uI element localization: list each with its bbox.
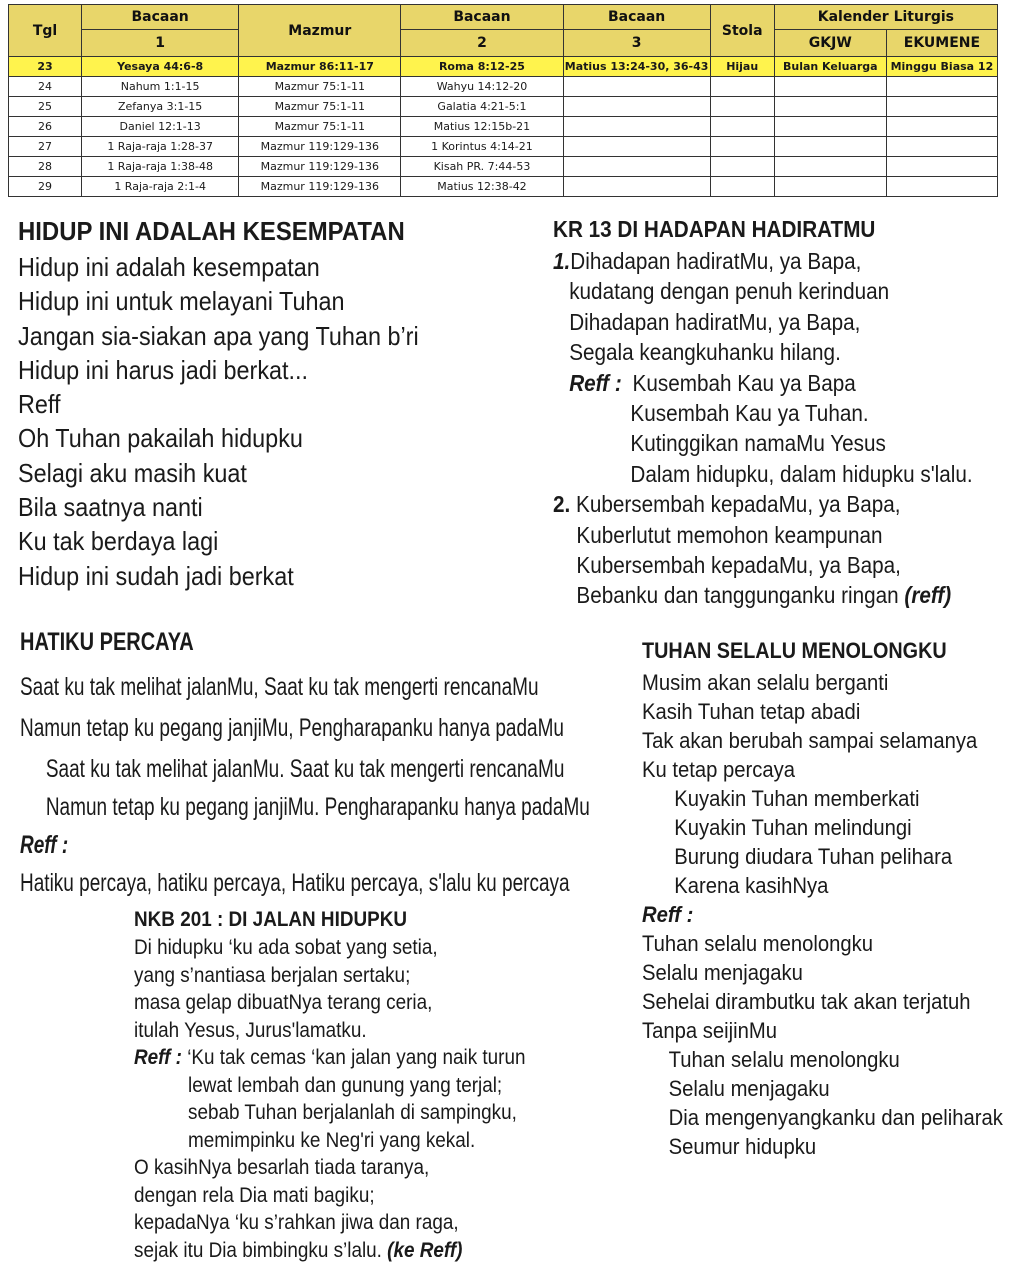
cell-bacaan1: Yesaya 44:6-8 (82, 57, 239, 77)
header-bacaan2-number: 2 (401, 30, 563, 57)
cell-mazmur: Mazmur 75:1-11 (239, 97, 401, 117)
song-tuhan-selalu-menolongku (642, 638, 1010, 1161)
cell-bacaan3: Matius 13:24-30, 36-43 (563, 57, 710, 77)
song-line: Bila saatnya nanti (18, 492, 203, 523)
reff-line (134, 1044, 526, 1072)
header-gkjw: GKJW (774, 30, 886, 57)
verse-text: sejak itu Dia bimbingku s’lalu. (134, 1238, 382, 1262)
cell-gkjw (774, 97, 886, 117)
cell-ekumene (886, 77, 997, 97)
cell-tgl: 23 (9, 57, 82, 77)
cell-bacaan3 (563, 97, 710, 117)
cell-stola: Hijau (710, 57, 774, 77)
verse-line: Karena kasihNya (674, 873, 829, 898)
cell-gkjw (774, 117, 886, 137)
header-ekumene: EKUMENE (886, 30, 997, 57)
reff-label: Reff : (134, 1046, 182, 1069)
table-row (9, 97, 998, 117)
verse-line: Kasih Tuhan tetap abadi (642, 699, 861, 724)
song-line: Selagi aku masih kuat (18, 457, 247, 488)
reff-line: memimpinku ke Neg'ri yang kekal. (188, 1128, 476, 1152)
reff-label: Reff : (569, 369, 622, 396)
reff-line (553, 368, 973, 398)
cell-bacaan3 (563, 117, 710, 137)
header-bacaan1-number: 1 (82, 30, 239, 57)
song-hidup-ini-adalah-kesempatan (18, 216, 463, 593)
verse-line: Kubersembah kepadaMu, ya Bapa, (576, 551, 901, 578)
reff-label: Reff : (20, 831, 69, 859)
verse-text: Dihadapan hadiratMu, ya Bapa, (570, 248, 862, 274)
cell-tgl: 27 (9, 137, 82, 157)
cell-bacaan2: Wahyu 14:12-20 (401, 77, 563, 97)
verse-line: Segala keangkuhanku hilang. (569, 339, 841, 366)
cell-ekumene (886, 117, 997, 137)
song-line: Namun tetap ku pegang janjiMu. Pengharapanku hanya padaMu (45, 793, 590, 821)
cell-ekumene (886, 157, 997, 177)
cell-bacaan2: Matius 12:15b-21 (401, 117, 563, 137)
cell-bacaan1: Nahum 1:1-15 (82, 77, 239, 97)
cell-stola (710, 77, 774, 97)
header-stola: Stola (710, 5, 774, 57)
cell-bacaan3 (563, 177, 710, 197)
reff-line: Tuhan selalu menolongku (642, 931, 874, 956)
cell-bacaan2: Galatia 4:21-5:1 (401, 97, 563, 117)
cell-stola (710, 117, 774, 137)
verse-line: Burung diudara Tuhan pelihara (674, 844, 953, 869)
header-bacaan3: Bacaan (563, 5, 710, 30)
verse-line: Musim akan selalu berganti (642, 670, 889, 695)
header-mazmur: Mazmur (239, 5, 401, 57)
verse-line: Kuyakin Tuhan melindungi (674, 815, 912, 840)
cell-tgl: 29 (9, 177, 82, 197)
cell-mazmur: Mazmur 75:1-11 (239, 117, 401, 137)
verse-line: dengan rela Dia mati bagiku; (134, 1183, 375, 1207)
song-title: KR 13 DI HADAPAN HADIRATMU (553, 216, 876, 242)
cell-tgl: 25 (9, 97, 82, 117)
song-line: Namun tetap ku pegang janjiMu, Pengharapanku hanya padaMu (20, 714, 565, 742)
cell-gkjw (774, 137, 886, 157)
verse-line (553, 246, 973, 276)
verse-text: Kubersembah kepadaMu, ya Bapa, (576, 491, 901, 518)
reff-line: Dalam hidupku, dalam hidupku s'lalu. (630, 460, 973, 487)
reff-label: Reff : (642, 902, 694, 927)
cell-mazmur: Mazmur 75:1-11 (239, 77, 401, 97)
verse-text: Bebanku dan tanggunganku ringan (576, 582, 899, 609)
verse-line: Dihadapan hadiratMu, ya Bapa, (569, 308, 861, 335)
verse-line (553, 489, 973, 519)
cell-ekumene (886, 97, 997, 117)
song-line: Hidup ini harus jadi berkat... (18, 354, 309, 385)
verse-number: 1. (553, 248, 571, 274)
song-line: Hidup ini adalah kesempatan (18, 252, 320, 282)
reff-line: Selalu menjagaku (642, 960, 803, 985)
table-body (9, 57, 998, 197)
verse-line: Kuberlutut memohon keampunan (576, 521, 883, 548)
reff-text: ‘Ku tak cemas ‘kan jalan yang naik turun (187, 1046, 526, 1069)
cell-tgl: 24 (9, 77, 82, 97)
verse-line: kepadaNya ‘ku s’rahkan jiwa dan raga, (134, 1211, 459, 1234)
cell-stola (710, 157, 774, 177)
verse-number: 2. (553, 491, 571, 518)
reff-line: Sehelai dirambutku tak akan terjatuh (642, 989, 971, 1014)
verse-line: itulah Yesus, Jurus'lamatku. (134, 1018, 367, 1042)
cell-bacaan2: Matius 12:38-42 (401, 177, 563, 197)
song-line: Saat ku tak melihat jalanMu. Saat ku tak mengerti rencanaMu (45, 755, 565, 783)
reff-cue: (ke Reff) (387, 1238, 463, 1262)
song-title: TUHAN SELALU MENOLONGKU (642, 638, 947, 663)
song-line: Jangan sia-siakan apa yang Tuhan b’ri (18, 320, 419, 351)
cell-mazmur: Mazmur 86:11-17 (239, 57, 401, 77)
cell-bacaan1: 1 Raja-raja 1:38-48 (82, 157, 239, 177)
cell-stola (710, 97, 774, 117)
verse-line (553, 580, 973, 610)
reff-line: Kutinggikan namaMu Yesus (630, 430, 886, 457)
cell-bacaan2: 1 Korintus 4:14-21 (401, 137, 563, 157)
reff-line: Tuhan selalu menolongku (668, 1047, 900, 1072)
verse-line: Tak akan berubah sampai selamanya (642, 728, 978, 753)
cell-bacaan1: Daniel 12:1-13 (82, 117, 239, 137)
header-tgl: Tgl (9, 5, 82, 57)
cell-bacaan3 (563, 77, 710, 97)
cell-bacaan1: Zefanya 3:1-15 (82, 97, 239, 117)
reff-line: Seumur hidupku (668, 1134, 817, 1159)
liturgical-reading-table (8, 4, 998, 197)
song-reff-label: Reff (18, 389, 61, 420)
cell-mazmur: Mazmur 119:129-136 (239, 177, 401, 197)
table-row (9, 57, 998, 77)
cell-tgl: 28 (9, 157, 82, 177)
cell-ekumene: Minggu Biasa 12 (886, 57, 997, 77)
reff-line: Selalu menjagaku (668, 1076, 830, 1101)
cell-bacaan2: Roma 8:12-25 (401, 57, 563, 77)
table-row (9, 77, 998, 97)
cell-bacaan3 (563, 157, 710, 177)
cell-stola (710, 177, 774, 197)
cell-tgl: 26 (9, 117, 82, 137)
cell-gkjw (774, 157, 886, 177)
cell-ekumene (886, 137, 997, 157)
song-line: Saat ku tak melihat jalanMu, Saat ku tak mengerti rencanaMu (20, 673, 539, 701)
song-title: HIDUP INI ADALAH KESEMPATAN (18, 216, 405, 246)
cell-bacaan1: 1 Raja-raja 2:1-4 (82, 177, 239, 197)
reff-line: Tanpa seijinMu (642, 1018, 778, 1043)
table-row (9, 117, 998, 137)
cell-bacaan2: Kisah PR. 7:44-53 (401, 157, 563, 177)
cell-stola (710, 137, 774, 157)
table-row (9, 157, 998, 177)
cell-ekumene (886, 177, 997, 197)
verse-line: Kuyakin Tuhan memberkati (674, 786, 920, 811)
song-line: Hidup ini untuk melayani Tuhan (18, 286, 345, 317)
header-kalender-liturgis: Kalender Liturgis (774, 5, 997, 30)
song-title: HATIKU PERCAYA (20, 628, 194, 656)
song-nkb-201-di-jalan-hidupku (134, 908, 569, 1264)
verse-line (134, 1237, 526, 1265)
song-line: Oh Tuhan pakailah hidupku (18, 423, 303, 454)
header-bacaan3-number: 3 (563, 30, 710, 57)
verse-line: O kasihNya besarlah tiada taranya, (134, 1156, 430, 1179)
cell-gkjw: Bulan Keluarga (774, 57, 886, 77)
verse-line: Ku tetap percaya (642, 757, 796, 782)
reff-text: Kusembah Kau ya Bapa (632, 369, 856, 396)
cell-bacaan1: 1 Raja-raja 1:28-37 (82, 137, 239, 157)
verse-line: Di hidupku ‘ku ada sobat yang setia, (134, 936, 438, 959)
cell-gkjw (774, 177, 886, 197)
header-bacaan2: Bacaan (401, 5, 563, 30)
verse-line: kudatang dengan penuh kerinduan (569, 278, 890, 305)
reff-cue: (reff) (904, 582, 952, 609)
reff-line: Kusembah Kau ya Tuhan. (630, 399, 869, 426)
cell-gkjw (774, 77, 886, 97)
reff-line: Dia mengenyangkanku dan peliharak (668, 1105, 1003, 1130)
song-line: Ku tak berdaya lagi (18, 526, 219, 557)
reff-line: Hatiku percaya, hatiku percaya, Hatiku percaya, s'lalu ku percaya (20, 869, 570, 897)
reff-line: lewat lembah dan gunung yang terjal; (188, 1073, 503, 1097)
verse-line: yang s’nantiasa berjalan sertaku; (134, 963, 411, 987)
song-kr13-di-hadapan-hadiratmu (553, 216, 1010, 611)
cell-mazmur: Mazmur 119:129-136 (239, 137, 401, 157)
table-row (9, 137, 998, 157)
verse-line: masa gelap dibuatNya terang ceria, (134, 991, 433, 1014)
cell-mazmur: Mazmur 119:129-136 (239, 157, 401, 177)
reff-line: sebab Tuhan berjalanlah di sampingku, (188, 1101, 517, 1124)
song-title: NKB 201 : DI JALAN HIDUPKU (134, 908, 408, 931)
song-line: Hidup ini sudah jadi berkat (18, 560, 294, 591)
header-bacaan1: Bacaan (82, 5, 239, 30)
cell-bacaan3 (563, 137, 710, 157)
table-row (9, 177, 998, 197)
